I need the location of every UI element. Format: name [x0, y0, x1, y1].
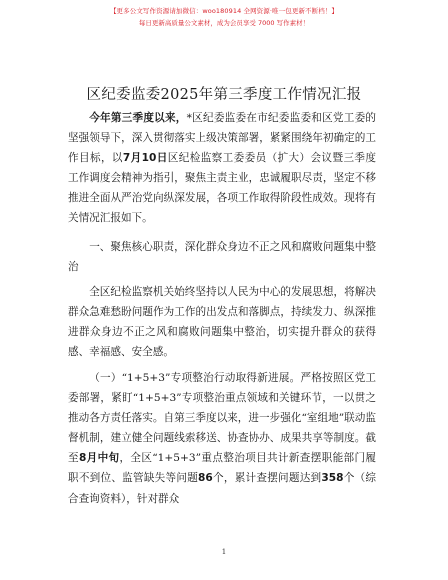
subsection-1-date: 8月中旬	[78, 452, 120, 465]
section-1-heading	[68, 237, 376, 277]
intro-date: 7月10日	[122, 152, 168, 165]
subsection-1-text-2: ，全区“1+5+3”重点整治项目共计新查摆职能部门履职不到位、监管缺失等问题	[68, 452, 376, 485]
subsection-1-text-3: 个，累计查摆问题达到	[212, 472, 322, 485]
subsection-1-heading: （一）“1+5+3”专项整治行动取得新进展。	[89, 372, 301, 384]
subsection-1-num-1: 86	[198, 472, 213, 485]
subsection-1-num-2: 358	[321, 472, 344, 485]
banner-line-2: 每日更新高质量公文素材，成为会员享受 7000 写作素材！	[138, 19, 310, 27]
promo-banner	[0, 6, 448, 27]
intro-paragraph	[68, 108, 376, 229]
banner-line-1: 【更多公文写作资源请加微信：woo180914 全网资源·唯一包更新不断档！】	[109, 7, 339, 15]
section-1-paragraph-text: 全区纪检监察机关始终坚持以人民为中心的发展思想，将解决群众急难愁盼问题作为工作的出发点和落脚点，持续发力、纵深推进群众身边不正之风和腐败问题集中整治，切实提升群众的获得感、幸福感、安全感。	[68, 286, 376, 359]
document-title: 区纪委监委2025年第三季度工作情况汇报	[86, 87, 362, 103]
section-1-heading-text: 一、聚焦核心职责，深化群众身边不正之风和腐败问题集中整治	[68, 241, 376, 274]
intro-text-2: 区纪检监察工委委员（扩大）会议暨三季度工作调度会精神为指引，聚焦主责主业，忠诚履职尽责，坚定不移推进全面从严治党向纵深发展，各项工作取得阶段性成效。现将有关情况汇报如下。	[68, 152, 377, 225]
subsection-1	[68, 368, 376, 509]
page-number: 1	[221, 548, 227, 556]
subsection-1-text-4: 个（综合查询资料），针对群众	[68, 472, 377, 505]
section-1-paragraph	[68, 282, 376, 362]
intro-lead: 今年第三季度以来，	[89, 112, 187, 124]
intro-text: *区纪委监委在市纪委监委和区党工委的坚强领导下，深入贯彻落实上级决策部署，紧紧围绕年初确定的工作目标，以	[68, 112, 377, 165]
subsection-1-text-1: 严格按照区党工委部署，紧盯“1+5+3”专项整治重点领域和关键环节，一以贯之推动各方责任落实。自第三季度以来，进一步强化“室组地”联动监督机制，建立健全问题线索移送、协查协办、成果共享等制度。截至	[68, 372, 377, 465]
